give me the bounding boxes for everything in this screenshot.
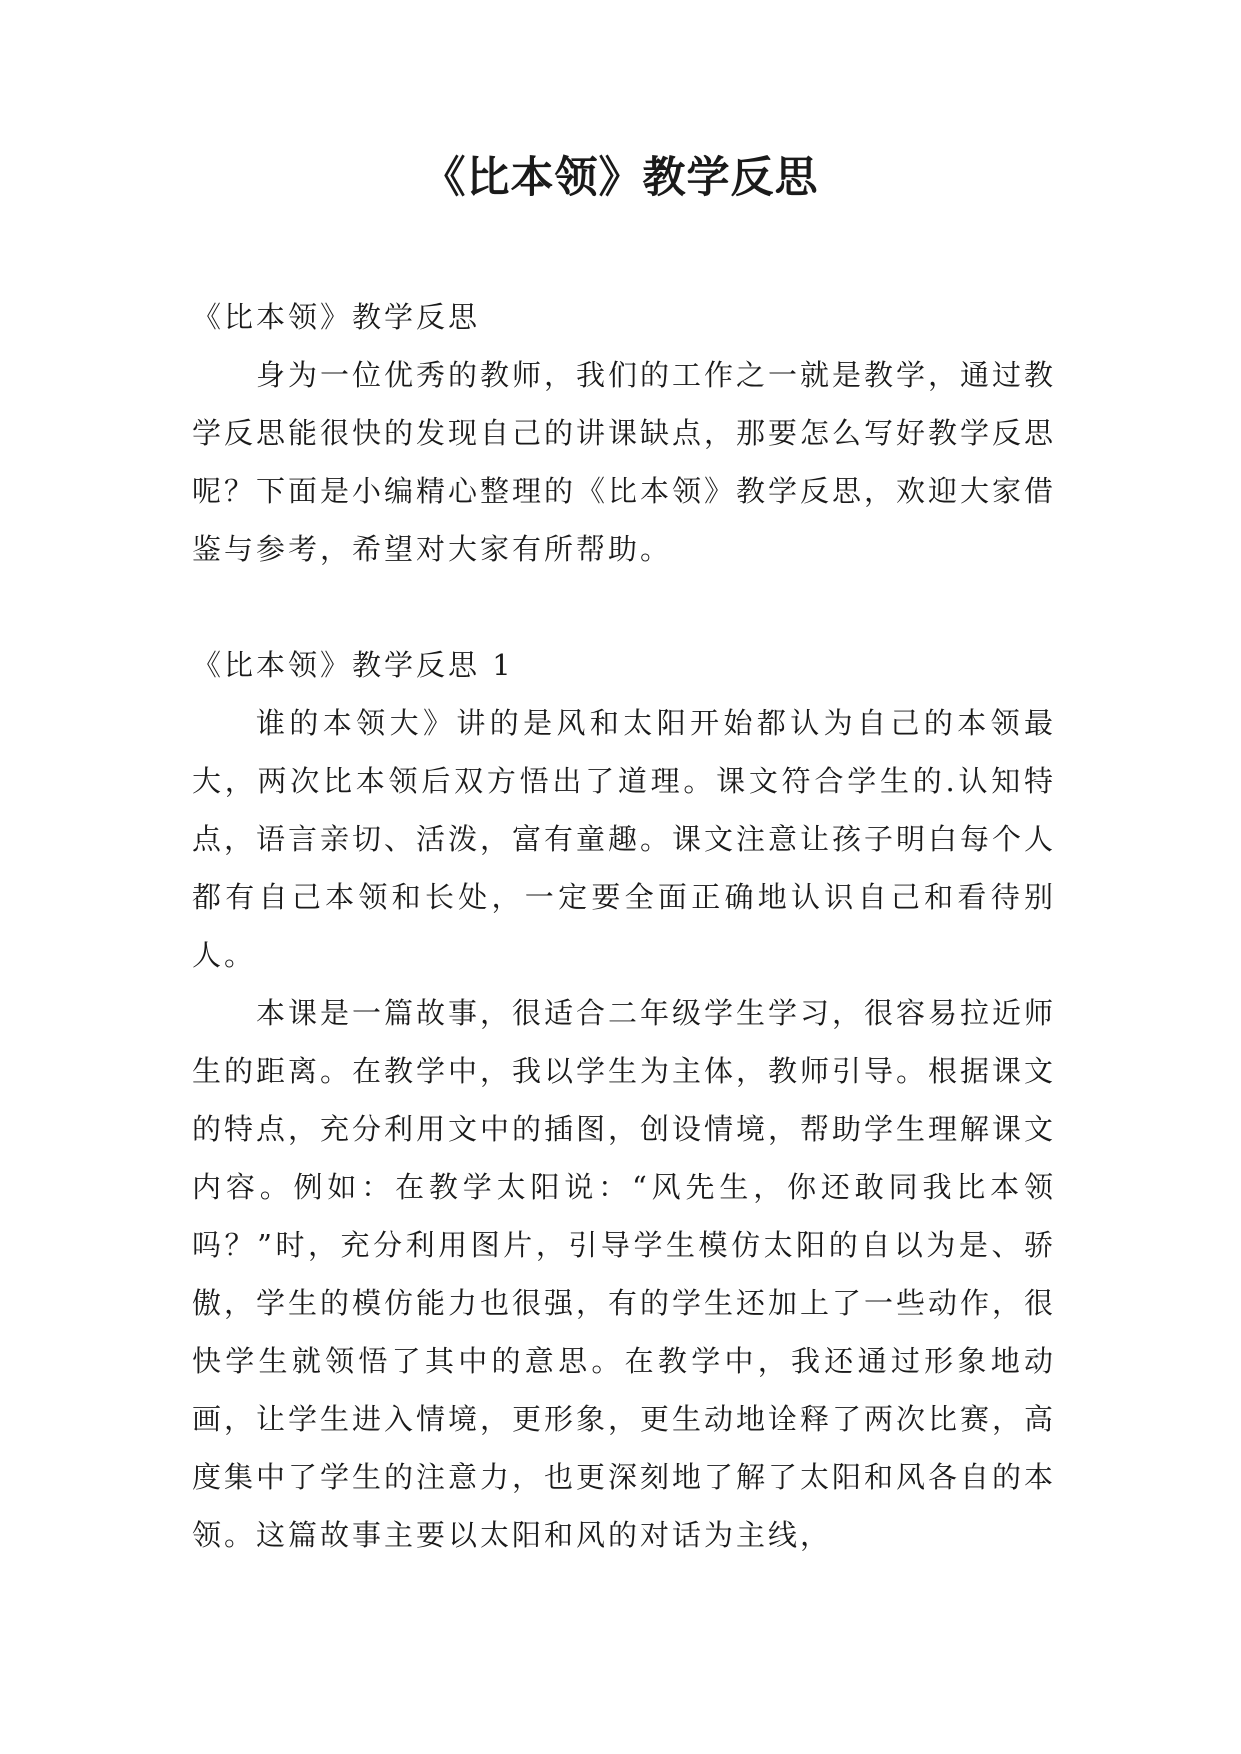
section-1-paragraph-1: 谁的本领大》讲的是风和太阳开始都认为自己的本领最大，两次比本领后双方悟出了道理。课文符合学生的.认知特点，语言亲切、活泼，富有童趣。课文注意让孩子明白每个人都有自己本领和长处，一定要全面正确地认识自己和看待别人。 bbox=[192, 706, 1057, 972]
document-body bbox=[192, 288, 1056, 1564]
section-spacer bbox=[192, 578, 1056, 636]
section-1-paragraph-2: 本课是一篇故事，很适合二年级学生学习，很容易拉近师生的距离。在教学中，我以学生为主体，教师引导。根据课文的特点，充分利用文中的插图，创设情境，帮助学生理解课文内容。例如：在教学太阳说：“风先生，你还敢同我比本领吗？”时，充分利用图片，引导学生模仿太阳的自以为是、骄傲，学生的模仿能力也很强，有的学生还加上了一些动作，很快学生就领悟了其中的意思。在教学中，我还通过形象地动画，让学生进入情境，更形象，更生动地诠释了两次比赛，高度集中了学生的注意力，也更深刻地了解了太阳和风各自的本领。这篇故事主要以太阳和风的对话为主线， bbox=[192, 996, 1057, 1552]
document-title: 《比本领》教学反思 bbox=[422, 153, 819, 203]
article-subtitle: 《比本领》教学反思 bbox=[192, 300, 481, 334]
section-1-heading: 《比本领》教学反思 1 bbox=[192, 648, 514, 682]
intro-paragraph: 身为一位优秀的教师，我们的工作之一就是教学，通过教学反思能很快的发现自己的讲课缺点，那要怎么写好教学反思呢？下面是小编精心整理的《比本领》教学反思，欢迎大家借鉴与参考，希望对大家有所帮助。 bbox=[192, 358, 1057, 566]
